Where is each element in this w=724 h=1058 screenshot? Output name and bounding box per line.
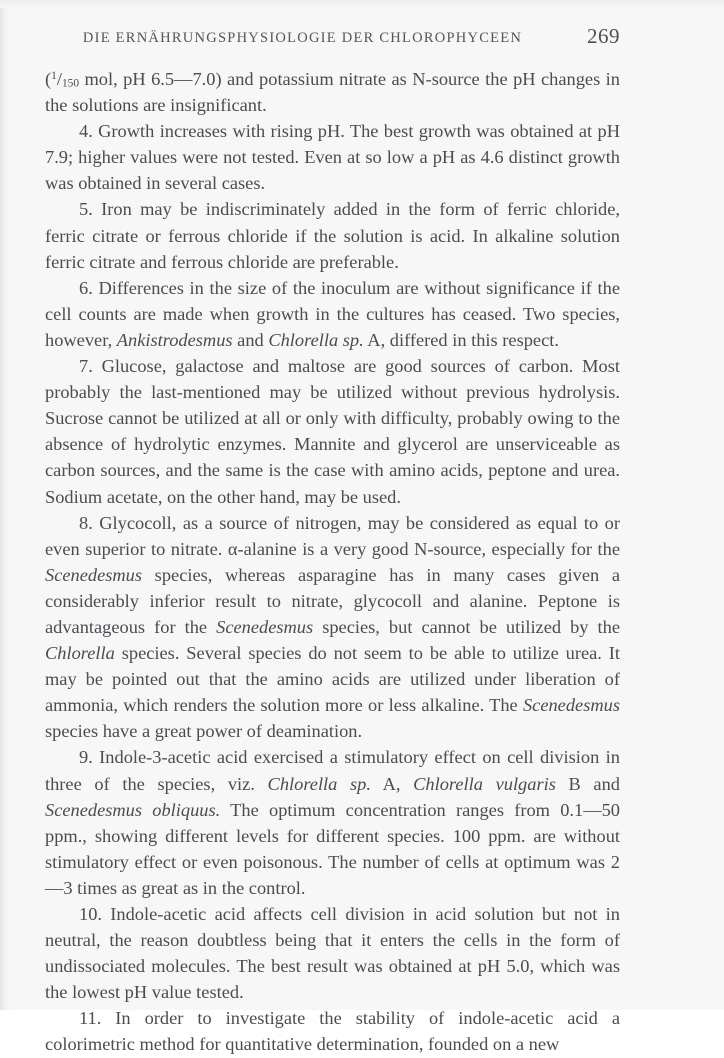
species-ankistrodesmus: Ankistrodesmus [116,329,233,350]
running-head [45,24,620,54]
paragraph-item-11: 11. In order to investigate the stability of indole-acetic acid a colorimetric method for quantitative determination, founded on a new [45,1008,620,1055]
fraction-denominator: 150 [61,77,80,90]
species-chlorella: Chlorella [45,643,115,664]
paragraph-item-7: 7. Glucose, galactose and maltose are good sources of carbon. Most probably the last-mentioned may be utilized without previous hydrolysis. Sucrose cannot be utilized at all or only with difficulty, probably owing to the absence of hydrolytic enzymes. Mannite and glycerol are unserviceable as carbon sources, and the same is the case with amino acids, peptone and urea. Sodium acetate, on the other hand, may be used. [45,356,620,507]
paragraph-item-6 [45,275,620,353]
paragraph-item-10: 10. Indole-acetic acid affects cell division in acid solution but not in neutral, the reason doubtless being that it enters the cells in the form of undissociated molecules. The best result was obtained at pH 5.0, which was the lowest pH value tested. [45,904,620,1003]
item8-part1: 8. Glycocoll, as a source of nitrogen, may be considered as equal to or even superior to nitrate. α-alanine is a very good N-source, especially for the [45,512,620,559]
species-scenedesmus-1: Scenedesmus [45,564,143,585]
item8-part3: species, but cannot be utilized by the [313,616,621,637]
paragraph-continued-text: mol, pH 6.5—7.0) and potassium nitrate as N-source the pH changes in the solutions are insignificant. [45,69,620,116]
species-scenedesmus-3: Scenedesmus [522,695,620,716]
paragraph-item-5: 5. Iron may be indiscriminately added in the form of ferric chloride, ferric citrate or ferrous chloride if the solution is acid. In alkaline solution ferric citrate and ferrous chloride are preferable. [45,199,620,272]
item9-part3: B and [555,773,620,794]
species-chlorella-sp-a: Chlorella sp. [267,773,371,794]
item8-part5: species have a great power of deamination. [45,721,363,742]
item6-part2: and [232,329,269,350]
item8-part2: species, whereas asparagine has in many cases given a considerably inferior result to nitrate, glycocoll and alanine. Peptone is advantageous for the [45,564,620,637]
item9-part1: 9. Indole-3-acetic acid exercised a stimulatory effect on cell division in three of the species, viz. [45,747,620,794]
item6-part3: A, differed in this respect. [363,329,559,350]
body-text-column [45,66,620,1058]
running-head-title: DIE ERNÄHRUNGSPHYSIOLOGIE DER CHLOROPHYCEEN [82,30,523,46]
item8-part4: species. Several species do not seem to be able to utilize urea. It may be pointed out that the amino acids are utilized under liberation of ammonia, which renders the solution more or less alkaline. The [45,643,620,716]
species-scenedesmus-obliquus: Scenedesmus obliquus. [45,799,221,820]
paragraph-item-8 [45,510,620,745]
paragraph-item-4: 4. Growth increases with rising pH. The best growth was obtained at pH 7.9; higher values were not tested. Even at so low a pH as 4.6 distinct growth was obtained in several cases. [45,121,620,194]
fraction-numerator: 1 [51,70,57,83]
page-number: 269 [587,24,620,48]
scan-top-edge-shadow [0,0,724,8]
item6-part1: 6. Differences in the size of the inoculum are without significance if the cell counts are made when growth in the cultures has ceased. Two species, however, [45,277,620,350]
item9-part4: The optimum concentration ranges from 0.1—50 ppm., showing different levels for different species. 100 ppm. are without stimulatory effect or even poisonous. The number of cells at optimum was 2—3 times as great as in the control. [45,799,620,898]
species-chlorella-sp: Chlorella sp. [268,329,364,350]
species-scenedesmus-2: Scenedesmus [216,616,314,637]
item9-part2: A, [370,773,414,794]
species-chlorella-vulgaris: Chlorella vulgaris [413,773,556,794]
paragraph-item-9 [45,744,620,901]
scan-left-gutter-shadow [0,0,10,1010]
paragraph-continued [45,66,620,118]
fraction-inline: ($^1/_{150}$ [45,69,80,90]
